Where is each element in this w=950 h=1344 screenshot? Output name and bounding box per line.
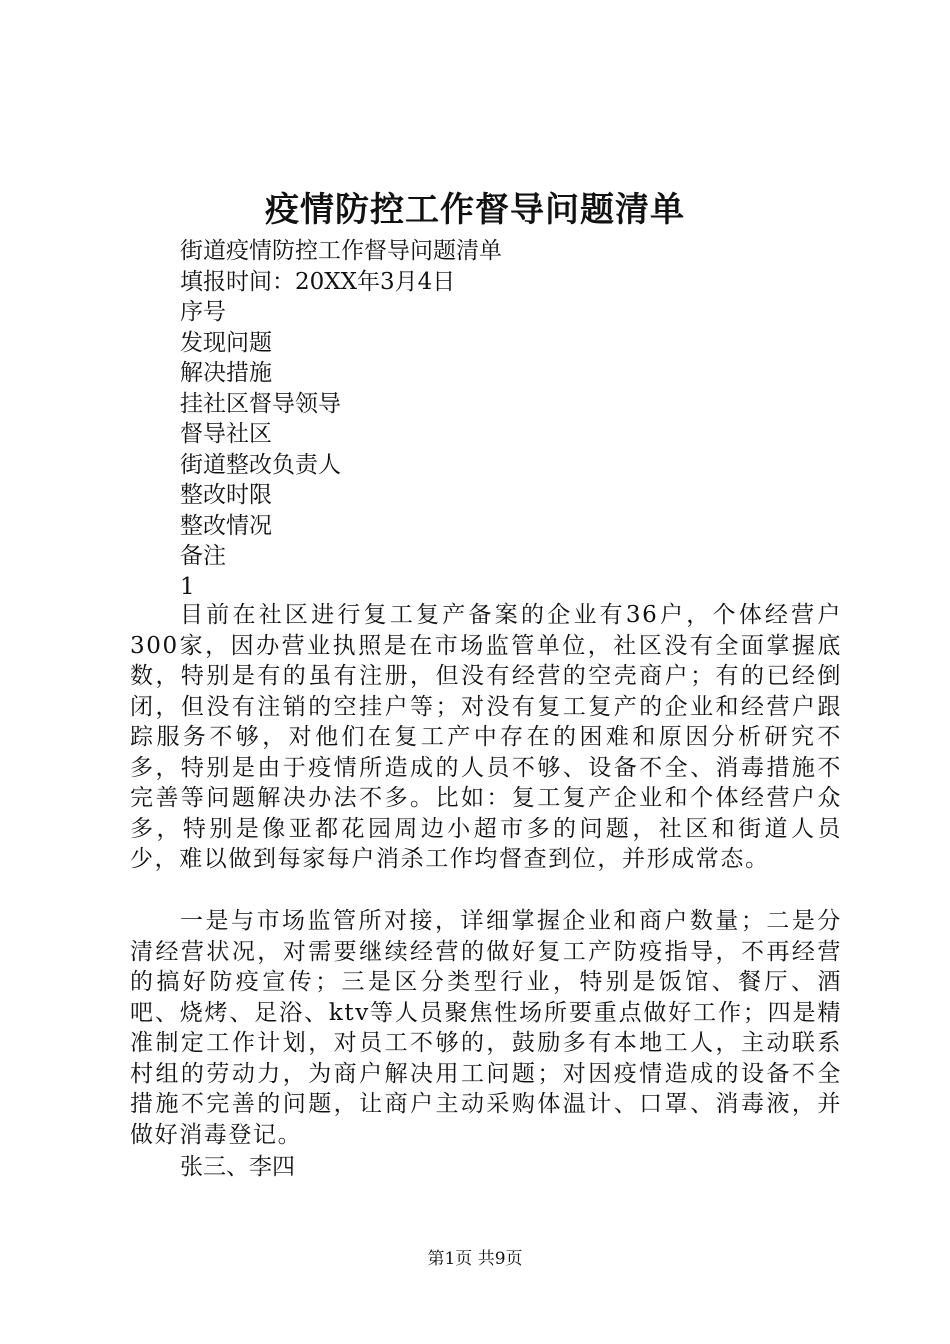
column-header-measures: 解决措施	[180, 360, 272, 386]
fill-date: 填报时间：20XX年3月4日	[180, 268, 456, 295]
column-header-responsible: 街道整改负责人	[180, 451, 341, 478]
column-header-issue: 发现问题	[180, 329, 272, 356]
column-header-status: 整改情况	[180, 512, 272, 539]
row-number: 1	[180, 573, 195, 600]
measures-paragraph: 一是与市场监管所对接，详细掌握企业和商户数量；二是分清经营状况，对需要继续经营的做好复工产防疫指导，不再经营的搞好防疫宣传；三是区分类型行业，特别是饭馆、餐厅、酒吧、烧烤、足浴、ktv等人员聚焦性场所要重点做好工作；四是精准制定工作计划，对员工不够的，鼓励多有本地工人，主动联系村组的劳动力，为商户解决用工问题；对因疫情造成的设备不全措施不完善的问题，让商户主动采购体温计、口罩、消毒液，并做好消毒登记。	[130, 908, 842, 1148]
document-title: 疫情防控工作督导问题清单	[265, 190, 685, 230]
column-header-remarks: 备注	[180, 543, 226, 569]
page-footer: 第1页 共9页	[427, 1249, 523, 1269]
subtitle: 街道疫情防控工作督导问题清单	[180, 238, 502, 264]
supervisor-names: 张三、李四	[180, 1154, 295, 1180]
header-fields	[180, 236, 880, 602]
column-header-deadline: 整改时限	[180, 482, 272, 508]
issue-paragraph: 目前在社区进行复工复产备案的企业有36户，个体经营户300家，因办营业执照是在市场监管单位，社区没有全面掌握底数，特别是有的虽有注册，但没有经营的空壳商户；有的已经倒闭，但没有注销的空挂户等；对没有复工复产的企业和经营户跟踪服务不够，对他们在复工产中存在的困难和原因分析研究不多，特别是由于疫情所造成的人员不够、设备不全、消毒措施不完善等问题解决办法不多。比如：复工复产企业和个体经营户众多，特别是像亚都花园周边小超市多的问题，社区和街道人员少，难以做到每家每户消杀工作均督查到位，并形成常态。	[130, 602, 842, 872]
column-header-community: 督导社区	[180, 421, 272, 447]
column-header-index: 序号	[180, 299, 226, 325]
column-header-leader: 挂社区督导领导	[180, 390, 341, 417]
